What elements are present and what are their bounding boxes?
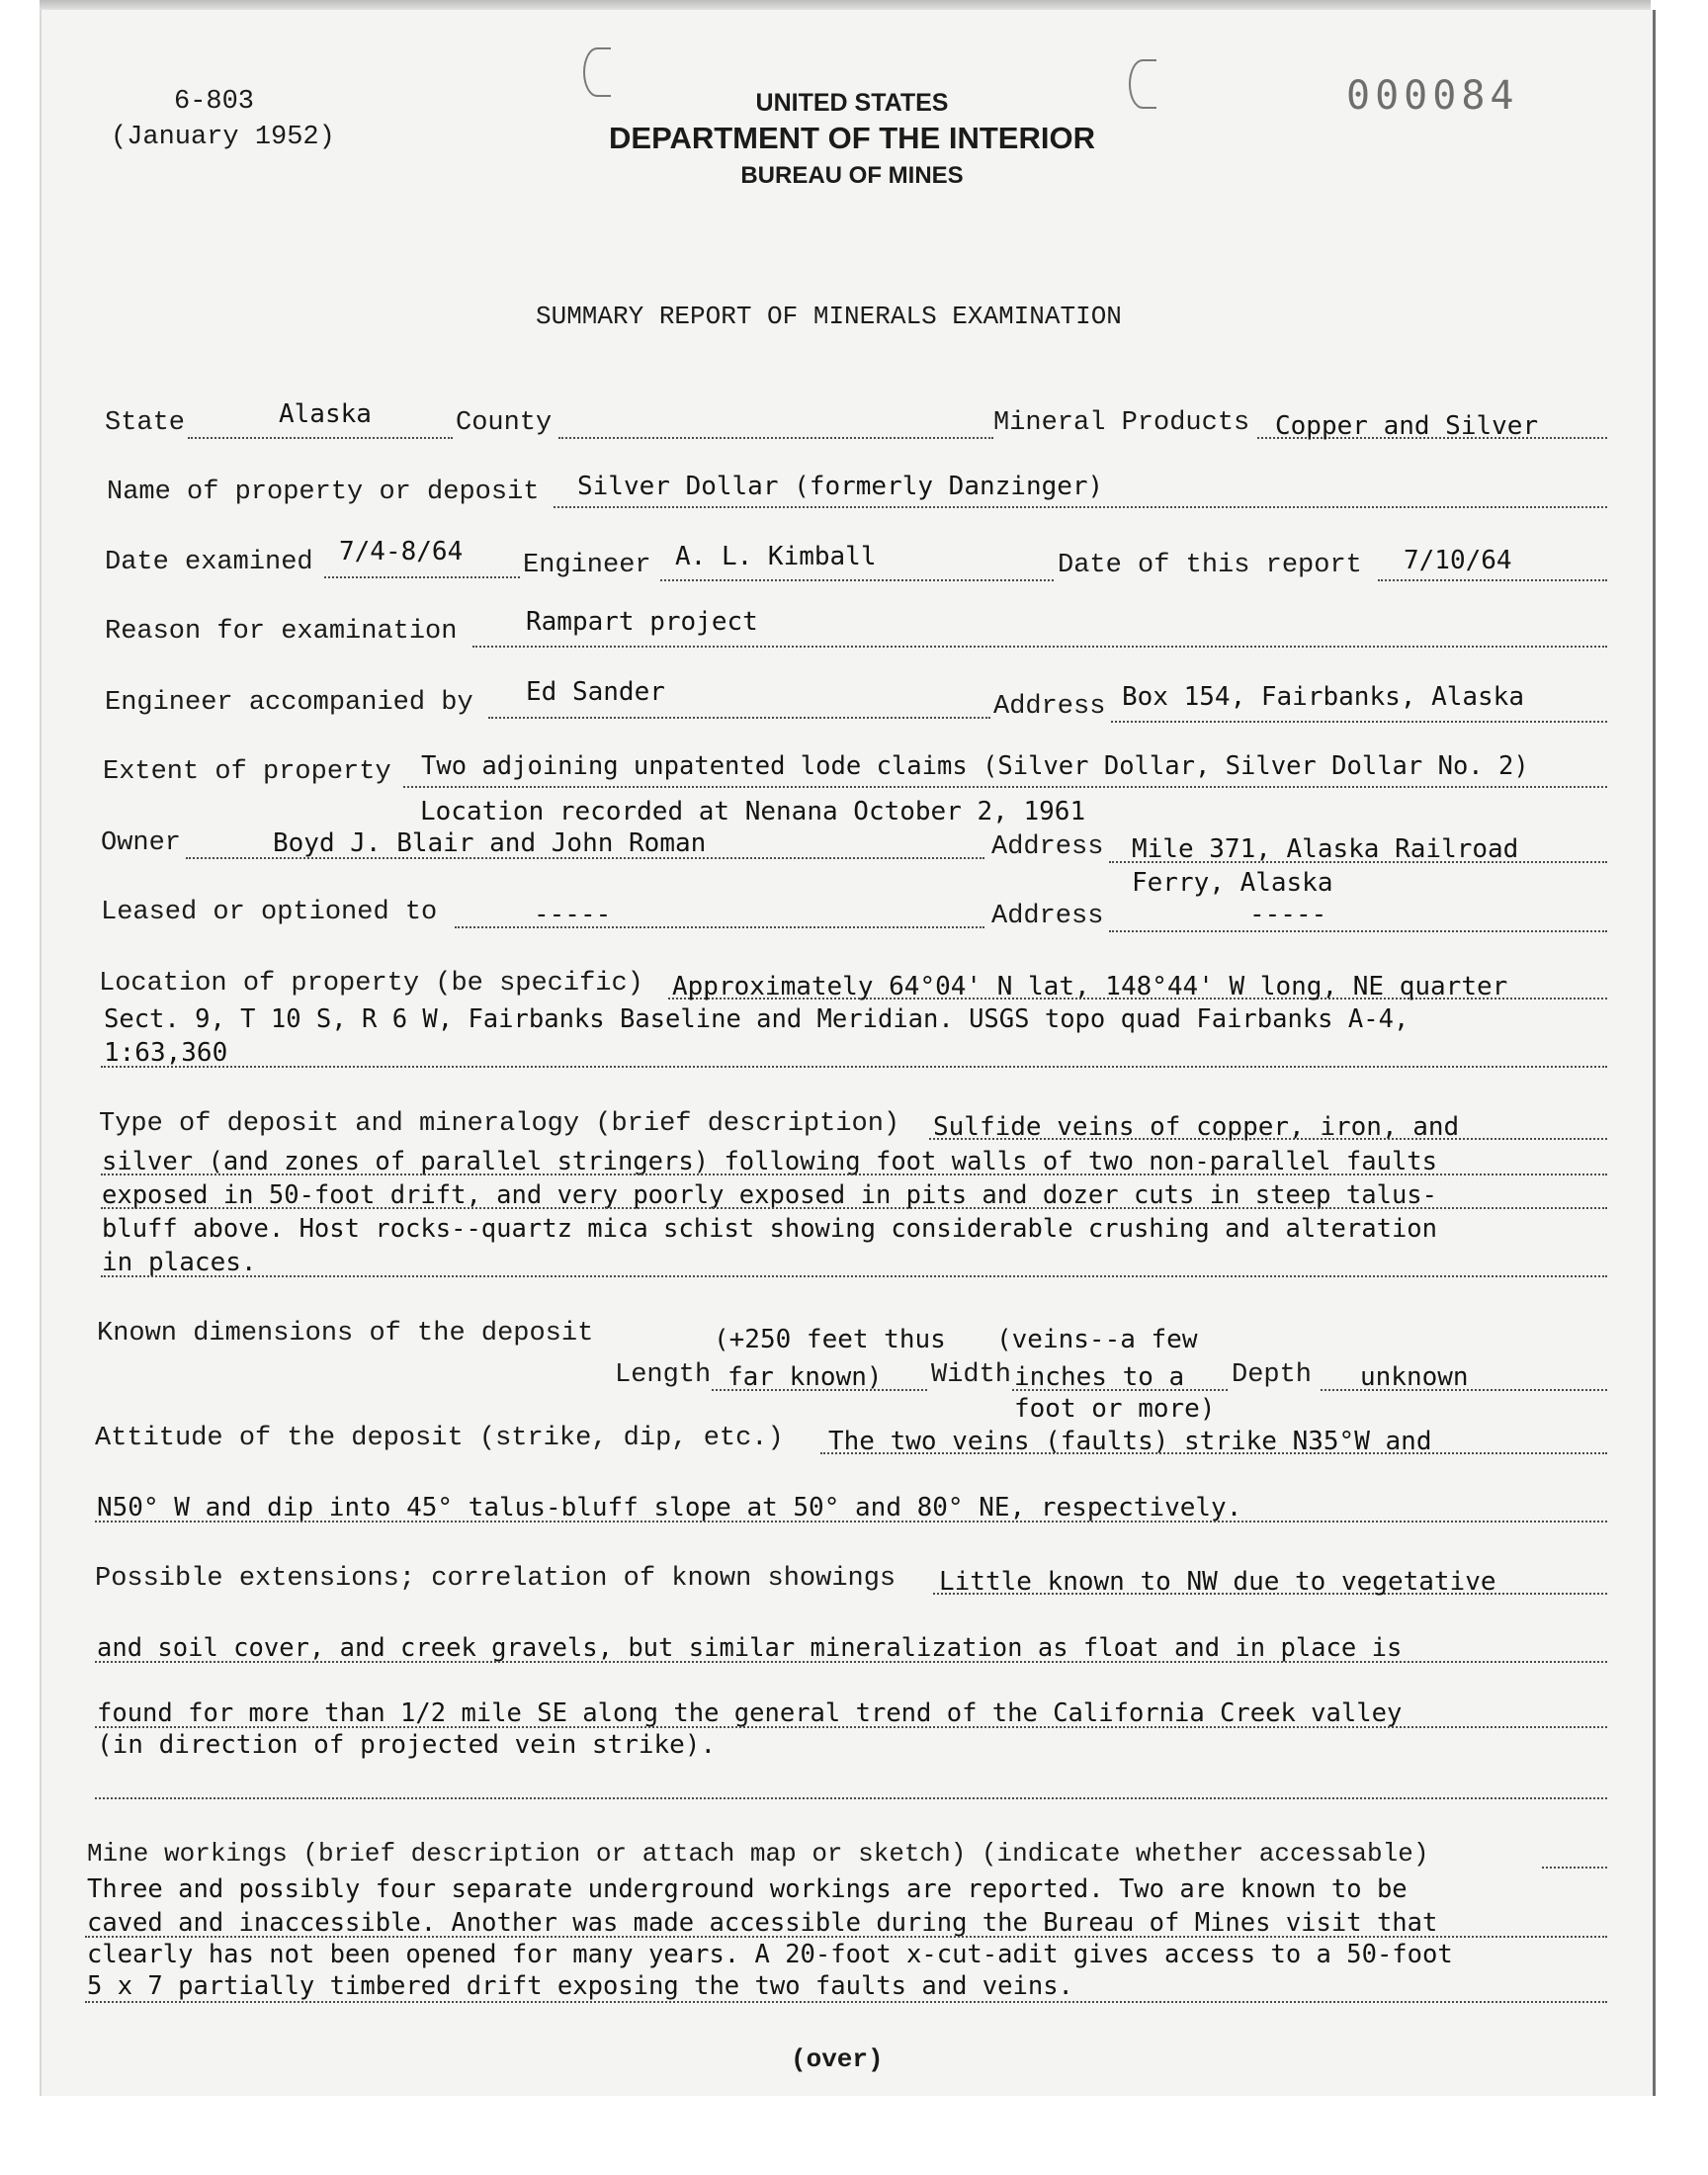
label-type-of-deposit: Type of deposit and mineralogy (brief description) <box>99 1109 900 1139</box>
value-accompanied-by: Ed Sander <box>526 677 665 707</box>
punch-mark-right <box>1129 59 1156 109</box>
value-width-line2: inches to a <box>1014 1362 1185 1392</box>
value-owner-address-line2: Ferry, Alaska <box>1132 868 1333 898</box>
label-location: Location of property (be specific) <box>99 969 643 999</box>
label-extent: Extent of property <box>103 757 391 787</box>
line-extensions-4 <box>95 1797 1607 1799</box>
value-state: Alaska <box>279 399 372 429</box>
value-name-of-property: Silver Dollar (formerly Danzinger) <box>577 472 1104 501</box>
line-deposit-5 <box>101 1275 1607 1277</box>
label-name-of-property: Name of property or deposit <box>107 478 540 507</box>
value-workings-line4: 5 x 7 partially timbered drift exposing the two faults and veins. <box>87 1971 1073 2001</box>
label-attitude: Attitude of the deposit (strike, dip, etc.) <box>95 1424 784 1453</box>
value-width-line1: (veins--a few <box>996 1325 1198 1354</box>
value-date-of-report: 7/10/64 <box>1404 546 1512 575</box>
value-deposit-line3: exposed in 50-foot drift, and very poorly exposed in pits and dozer cuts in steep talus- <box>102 1180 1438 1210</box>
value-leased: ----- <box>534 900 612 929</box>
page-over-label: (over) <box>791 2044 884 2074</box>
line-accompanied-address <box>1111 721 1607 723</box>
line-reason <box>472 646 1607 648</box>
line-date-examined <box>324 576 520 578</box>
line-leased-address <box>1109 930 1607 932</box>
value-location-line2: Sect. 9, T 10 S, R 6 W, Fairbanks Baseline and Meridian. USGS topo quad Fairbanks A-4, <box>104 1004 1409 1034</box>
document-number: 000084 <box>1346 73 1519 119</box>
label-accompanied-by: Engineer accompanied by <box>105 688 473 718</box>
line-mine-workings-2 <box>85 1936 1607 1938</box>
line-deposit-2 <box>101 1174 1607 1175</box>
value-accompanied-address: Box 154, Fairbanks, Alaska <box>1122 682 1524 712</box>
label-reason: Reason for examination <box>105 617 458 647</box>
label-leased-address: Address <box>991 902 1104 931</box>
line-state <box>188 437 453 439</box>
value-deposit-line2: silver (and zones of parallel stringers) following foot walls of two non-parallel faults <box>102 1147 1438 1176</box>
report-title: SUMMARY REPORT OF MINERALS EXAMINATION <box>536 302 1122 331</box>
line-accompanied-by <box>488 717 990 719</box>
line-deposit-3 <box>101 1207 1607 1209</box>
label-date-examined: Date examined <box>105 548 313 577</box>
value-extensions-line4: (in direction of projected vein strike). <box>97 1730 717 1760</box>
line-extensions-3 <box>95 1726 1607 1728</box>
value-extensions-line1: Little known to NW due to vegetative <box>939 1567 1496 1597</box>
value-workings-line1: Three and possibly four separate underground workings are reported. Two are known to be <box>87 1874 1408 1904</box>
value-extent-line2: Location recorded at Nenana October 2, 1961 <box>420 797 1086 826</box>
value-location-line1: Approximately 64°04' N lat, 148°44' W long, NE quarter <box>672 972 1508 1001</box>
line-extent <box>403 786 1607 788</box>
value-attitude-line2: N50° W and dip into 45° talus-bluff slope at 50° and 80° NE, respectively. <box>97 1493 1242 1522</box>
line-attitude-2 <box>95 1521 1607 1522</box>
line-extensions-2 <box>95 1661 1607 1663</box>
label-depth: Depth <box>1232 1360 1313 1390</box>
value-deposit-line1: Sulfide veins of copper, iron, and <box>933 1112 1460 1142</box>
line-engineer <box>660 579 1054 581</box>
line-location-3 <box>101 1066 1607 1068</box>
value-workings-line3: clearly has not been opened for many years. A 20-foot x-cut-adit gives access to a 50-foot <box>87 1940 1453 1969</box>
value-length-line2: far known) <box>727 1362 883 1392</box>
value-length-line1: (+250 feet thus <box>714 1325 946 1354</box>
line-name-of-property <box>554 506 1607 508</box>
value-extensions-line2: and soil cover, and creek gravels, but similar mineralization as float and in place is <box>97 1633 1403 1663</box>
label-county: County <box>456 408 553 438</box>
header-department: DEPARTMENT OF THE INTERIOR <box>609 121 1095 155</box>
label-state: State <box>105 408 186 438</box>
value-extensions-line3: found for more than 1/2 mile SE along the general trend of the California Creek valley <box>97 1698 1403 1728</box>
header-united-states: UNITED STATES <box>755 89 949 117</box>
value-owner-address-line1: Mile 371, Alaska Railroad <box>1132 834 1519 864</box>
label-owner-address: Address <box>991 832 1104 862</box>
value-depth: unknown <box>1360 1362 1469 1392</box>
value-workings-line2: caved and inaccessible. Another was made accessible during the Bureau of Mines visit that <box>87 1908 1438 1938</box>
value-reason: Rampart project <box>526 607 758 637</box>
label-leased: Leased or optioned to <box>101 898 438 927</box>
line-mine-workings-4 <box>85 2001 1607 2003</box>
label-width: Width <box>931 1360 1012 1390</box>
value-date-examined: 7/4-8/64 <box>339 537 464 566</box>
label-engineer: Engineer <box>523 551 651 580</box>
form-number: 6-803 <box>174 87 255 117</box>
line-county <box>558 437 993 439</box>
label-mineral-products: Mineral Products <box>993 408 1250 438</box>
line-mine-workings-1 <box>1542 1867 1607 1869</box>
value-deposit-line4: bluff above. Host rocks--quartz mica schist showing considerable crushing and alteration <box>102 1214 1438 1244</box>
label-length: Length <box>615 1360 712 1390</box>
value-extent-line1: Two adjoining unpatented lode claims (Silver Dollar, Silver Dollar No. 2) <box>421 751 1529 781</box>
value-engineer: A. L. Kimball <box>675 542 877 571</box>
value-leased-address: ----- <box>1249 900 1327 929</box>
line-date-of-report <box>1378 579 1607 581</box>
value-location-line3: 1:63,360 <box>104 1038 228 1068</box>
label-known-dimensions: Known dimensions of the deposit <box>97 1319 594 1348</box>
value-owner: Boyd J. Blair and John Roman <box>273 828 707 858</box>
label-extensions: Possible extensions; correlation of known showings <box>95 1564 897 1594</box>
value-mineral-products: Copper and Silver <box>1275 411 1539 441</box>
header-bureau: BUREAU OF MINES <box>740 162 964 189</box>
label-accompanied-address: Address <box>993 692 1106 722</box>
label-mine-workings: Mine workings (brief description or attach map or sketch) (indicate whether accessable) <box>87 1839 1429 1869</box>
value-attitude-line1: The two veins (faults) strike N35°W and <box>828 1427 1432 1456</box>
form-date: (January 1952) <box>111 123 335 152</box>
label-date-of-report: Date of this report <box>1058 551 1362 580</box>
value-deposit-line5: in places. <box>102 1248 257 1277</box>
value-width-line3: foot or more) <box>1014 1394 1216 1424</box>
label-owner: Owner <box>101 828 182 858</box>
